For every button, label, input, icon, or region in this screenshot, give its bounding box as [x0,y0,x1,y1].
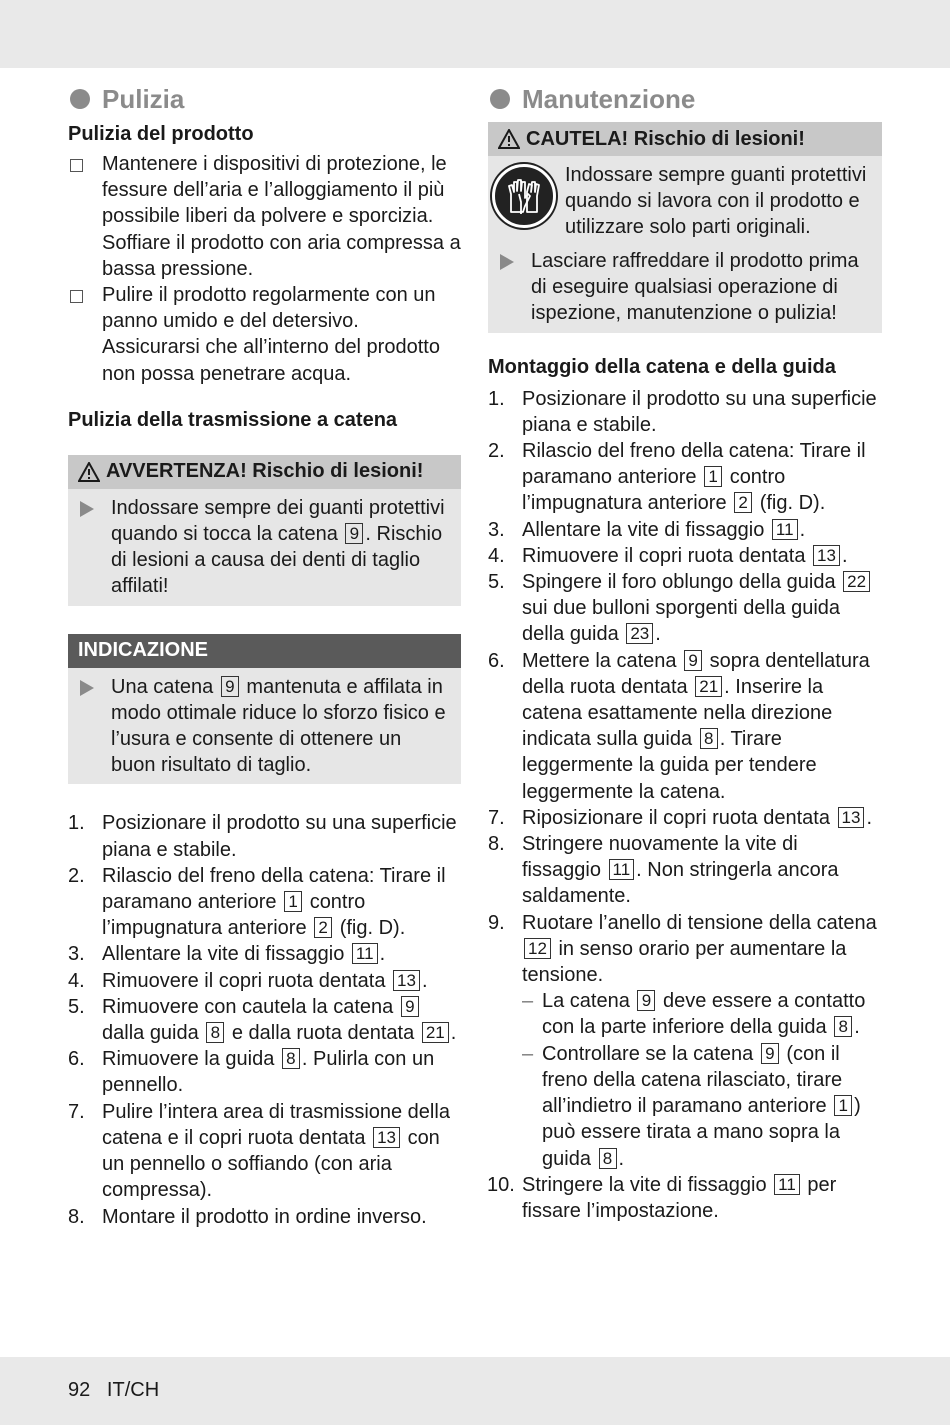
part-ref: 11 [352,943,378,964]
part-ref: 9 [401,996,419,1017]
list-item: 3. Allentare la vite di fissaggio 11 . [68,943,386,966]
right-column [488,82,882,1224]
arrow-right-icon [80,501,94,517]
list-item: 4. Rimuovere il copri ruota dentata 13 . [488,544,848,567]
part-ref: 13 [393,970,420,991]
part-ref: 9 [761,1043,779,1064]
mount-steps [488,386,882,1225]
list-item: 5. Rimuovere con cautela la catena 9 dalla guida 8 e dalla ruota dentata 21 . [68,995,457,1045]
warning-triangle-icon [498,129,520,149]
list-item: 9. Ruotare l’anello di tensione della catena 12 in senso orario per aumentare la tensione. – La catena 9 deve essere a contatto con la parte inferiore della guida 8 . – Controllare se la catena 9 (con il freno della catena rilasciato, tirare all’indietro il paramano anteriore 1 ) può essere tirata a mano sopra la guida 8 . [488,910,882,1172]
part-ref: 21 [422,1022,449,1043]
footer [0,1357,950,1425]
list-item: Pulire il prodotto regolarmente con un panno umido e del detersivo. Assicurarsi che all’interno del prodotto non possa penetrare acqua. [68,282,461,387]
list-item: 10. Stringere la vite di fissaggio 11 per fissare l’impostazione. [487,1173,837,1222]
note-header: INDICAZIONE [68,634,461,668]
warning-item: Indossare sempre dei guanti protettivi quando si tocca la catena 9 . Rischio di lesioni a causa dei denti di taglio affilati! [78,495,451,600]
part-ref: 9 [637,990,655,1011]
part-ref: 8 [700,728,718,749]
part-ref: 13 [813,545,840,566]
arrow-right-icon [500,254,514,270]
gloves-icon [492,164,556,228]
subheading-mount: Montaggio della catena e della guida [488,355,836,378]
note-box [68,634,461,785]
list-item: Mantenere i dispositivi di protezione, le fessure dell’aria e l’alloggiamento il più possibile liberi da polvere e sporcizia. Soffiare il prodotto con aria compressa a bassa pressione. [68,151,461,282]
list-item: 3. Allentare la vite di fissaggio 11 . [488,518,806,541]
list-item: 2. Rilascio del freno della catena: Tirare il paramano anteriore 1 contro l’impugnatura anteriore 2 (fig. D). [488,440,866,515]
list-item: 1. Posizionare il prodotto su una superficie piana e stabile. [488,387,877,436]
part-ref: 12 [524,938,551,959]
subheading-product-cleaning: Pulizia del prodotto [68,123,254,145]
list-item: 5. Spingere il foro oblungo della guida 22 sui due bulloni sporgenti della guida della guida 23 . [488,569,882,648]
part-ref: 22 [843,571,870,592]
part-ref: 2 [734,492,752,513]
part-ref: 9 [684,650,702,671]
list-item: 7. Riposizionare il copri ruota dentata 13 . [488,806,872,829]
part-ref: 8 [206,1022,224,1043]
list-item: 2. Rilascio del freno della catena: Tirare il paramano anteriore 1 contro l’impugnatura anteriore 2 (fig. D). [68,864,446,940]
checkbox-square-icon [70,290,83,303]
subheading-chain-cleaning: Pulizia della trasmissione a catena [68,408,398,431]
list-item: 6. Rimuovere la guida 8 . Pulirla con un pennello. [68,1048,435,1097]
part-ref: 13 [838,807,865,828]
part-ref: 8 [282,1048,300,1069]
part-ref: 9 [345,523,363,544]
list-item: 7. Pulire l’intera area di trasmissione della catena e il copri ruota dentata 13 con un pennello o soffiando (con aria compressa). [68,1100,450,1202]
part-ref: 11 [774,1174,800,1195]
part-ref: 13 [373,1127,400,1148]
list-item: 8. Stringere nuovamente la vite di fissaggio 11 . Non stringerla ancora saldamente. [488,833,839,908]
section-title-pulizia: Pulizia [68,82,461,116]
note-item: Una catena 9 mantenuta e affilata in modo ottimale riduce lo sforzo fisico e l’usura e consente di ottenere un buon risultato di taglio. [78,674,451,779]
checkbox-square-icon [70,159,83,172]
bullet-dot-icon [70,89,90,109]
caution-item: Lasciare raffreddare il prodotto prima di eseguire qualsiasi operazione di ispezione, manutenzione o pulizia! [498,248,872,327]
part-ref: 2 [314,917,332,938]
warning-triangle-icon [78,462,100,482]
list-item: 6. Mettere la catena 9 sopra dentellatura della ruota dentata 21 . Inserire la catena esattamente nella direzione indicata sulla guida 8 . Tirare leggermente la guida per tendere leggermente la catena. [488,649,870,803]
part-ref: 21 [695,676,722,697]
arrow-right-icon [80,680,94,696]
part-ref: 1 [834,1095,852,1116]
sub-item: – La catena 9 deve essere a contatto con la parte inferiore della guida 8 . [522,990,866,1039]
warning-header: AVVERTENZA! Rischio di lesioni! [68,455,461,489]
part-ref: 8 [834,1016,852,1037]
part-ref: 8 [599,1148,617,1169]
page-number: 92 IT/CH [68,1379,160,1401]
list-item: 1. Posizionare il prodotto su una superficie piana e stabile. [68,812,457,861]
list-item: 8. Montare il prodotto in ordine inverso. [68,1205,427,1228]
gloves-text: Indossare sempre guanti protettivi quando si lavora con il prodotto e utilizzare solo parti originali. [565,164,867,239]
cleaning-steps [68,810,461,1229]
caution-header: CAUTELA! Rischio di lesioni! [488,122,882,156]
list-item: 4. Rimuovere il copri ruota dentata 13 . [68,969,428,992]
warning-box [68,455,461,606]
part-ref: 1 [284,891,302,912]
section-title-manutenzione: Manutenzione [488,82,882,116]
bullet-dot-icon [490,89,510,109]
part-ref: 9 [221,676,239,697]
part-ref: 11 [609,859,635,880]
left-column [68,82,461,1230]
caution-box [488,122,882,333]
product-cleaning-list [68,151,461,387]
sub-item: – Controllare se la catena 9 (con il freno della catena rilasciato, tirare all’indietro il paramano anteriore 1 ) può essere tirata a mano sopra la guida 8 . [522,1042,861,1170]
part-ref: 23 [626,623,653,644]
part-ref: 11 [772,519,798,540]
part-ref: 1 [704,466,722,487]
top-band [0,0,950,68]
